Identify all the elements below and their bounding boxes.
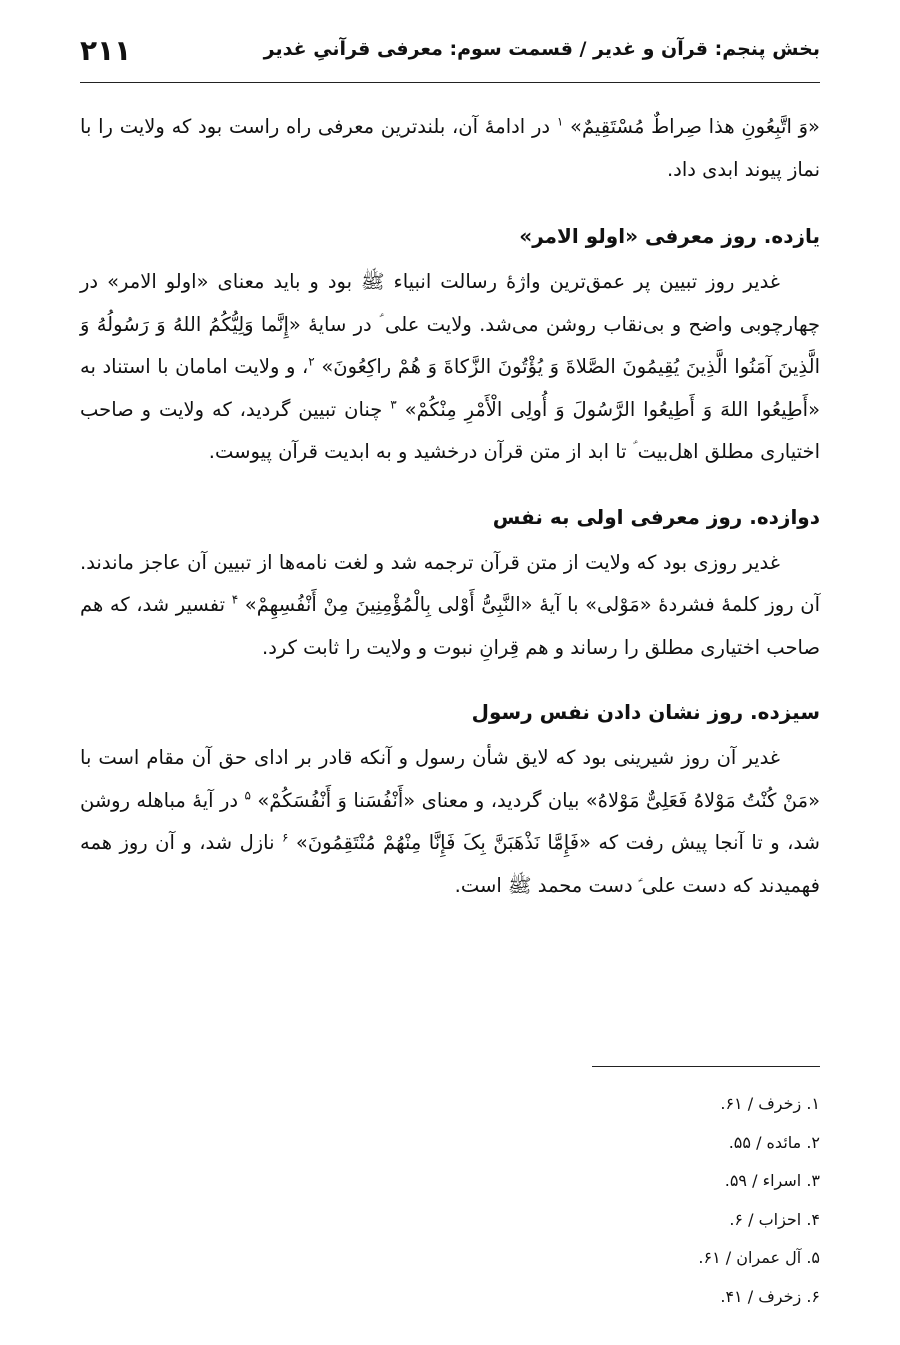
running-title: بخش پنجم: قرآن و غدیر / قسمت سوم: معرفی قرآنیِ غدیر: [263, 38, 820, 60]
footnote-2: ۲. مائده / ۵۵.: [728, 1132, 820, 1152]
footnotes-list: [520, 1085, 820, 1317]
header-divider: [80, 82, 820, 83]
intro-paragraph: «وَ اتَّبِعُونِ هذا صِراطٌ مُسْتَقِیمٌ» $^۱$ در ادامهٔ آن، بلندترین معرفی راه راست بود که ولایت را با نماز پیوند ابدی داد.: [80, 114, 820, 181]
footnote-6: ۶. زخرف / ۴۱.: [720, 1286, 820, 1306]
footnote-4: ۴. احزاب / ۶.: [729, 1209, 820, 1229]
footnote-ref-2: ۲: [308, 354, 315, 369]
footnote-1: ۱. زخرف / ۶۱.: [720, 1094, 820, 1113]
section-paragraph-12: غدیر روزی بود که ولایت از متن قرآن ترجمه شد و لغت نامه‌ها از تبیین آن عاجز ماندند. آن روز کلمهٔ فشردهٔ «مَوْلی» با آیهٔ «النَّبِیُّ أَوْلی بِالْمُؤْمِنِینَ مِنْ أَنْفُسِهِمْ» $^۴$ تفسیر شد، که هم صاحب اختیاری مطلق را رساند و هم قِرانِ نبوت و ولایت را ثابت کرد.: [80, 550, 820, 659]
footnote-divider: [592, 1066, 820, 1067]
footnote-ref-6: ۶: [282, 830, 289, 845]
page-number: ۲۱۱: [80, 34, 132, 67]
section-paragraph-11: غدیر روز تبیین پر عمق‌ترین واژهٔ رسالت انبیاء ﷺ بود و باید معنای «اولو الامر» در چهارچوبی واضح و بی‌نقاب روشن می‌شد. ولایت علی ؑ در سایهٔ «إِنَّما وَلِیُّکُمُ اللهُ وَ رَسُولُهُ وَ الَّذِینَ آمَنُوا الَّذِینَ یُقِیمُونَ الصَّلاةَ وَ یُؤْتُونَ الزَّکاةَ وَ هُمْ راکِعُونَ» $^۲$، و ولایت امامان با استناد به «أَطِیعُوا اللهَ وَ أَطِیعُوا الرَّسُولَ وَ أُولِی الْأَمْرِ مِنْکُمْ» $^۳$ چنان تبیین گردید، که ولایت و صاحب اختیاری مطلق اهل‌بیت ؑ تا ابد از متن قرآن درخشید و به ابدیت قرآن پیوست.: [80, 270, 820, 463]
footnote-ref-1: ۱: [556, 114, 564, 129]
section-heading-13: سیزده. روز نشان دادن نفس رسول: [471, 700, 820, 724]
footnote-3: ۳. اسراء / ۵۹.: [724, 1171, 820, 1191]
footnote-ref-3: ۳: [390, 397, 397, 411]
footnote-ref-4: ۴: [231, 592, 239, 607]
section-heading-12: دوازده. روز معرفی اولی به نفس: [492, 504, 820, 529]
running-header: [80, 34, 820, 74]
section-heading-11: یازده. روز معرفی «اولو الامر»: [519, 224, 820, 248]
footnote-5: ۵. آل عمران / ۶۱.: [698, 1248, 820, 1268]
section-paragraph-13: غدیر آن روز شیرینی بود که لایق شأن رسول و آنکه قادر بر ادای حق آن مقام است با «مَنْ کُنْتُ مَوْلاهُ فَعَلِیٌّ مَوْلاهُ» بیان گردید، و معنای «أَنْفُسَنا وَ أَنْفُسَکُمْ» $^۵$ در آیهٔ مباهله روشن شد، و تا آنجا پیش رفت که «فَإِمَّا نَذْهَبَنَّ بِکَ فَإِنَّا مِنْهُمْ مُنْتَقِمُونَ» $^۶$ نازل شد، و آن روز همه فهمیدند که دست علی ؑ دست محمد ﷺ است.: [80, 746, 820, 897]
footnote-ref-5: ۵: [244, 788, 251, 802]
main-text: [80, 106, 820, 907]
